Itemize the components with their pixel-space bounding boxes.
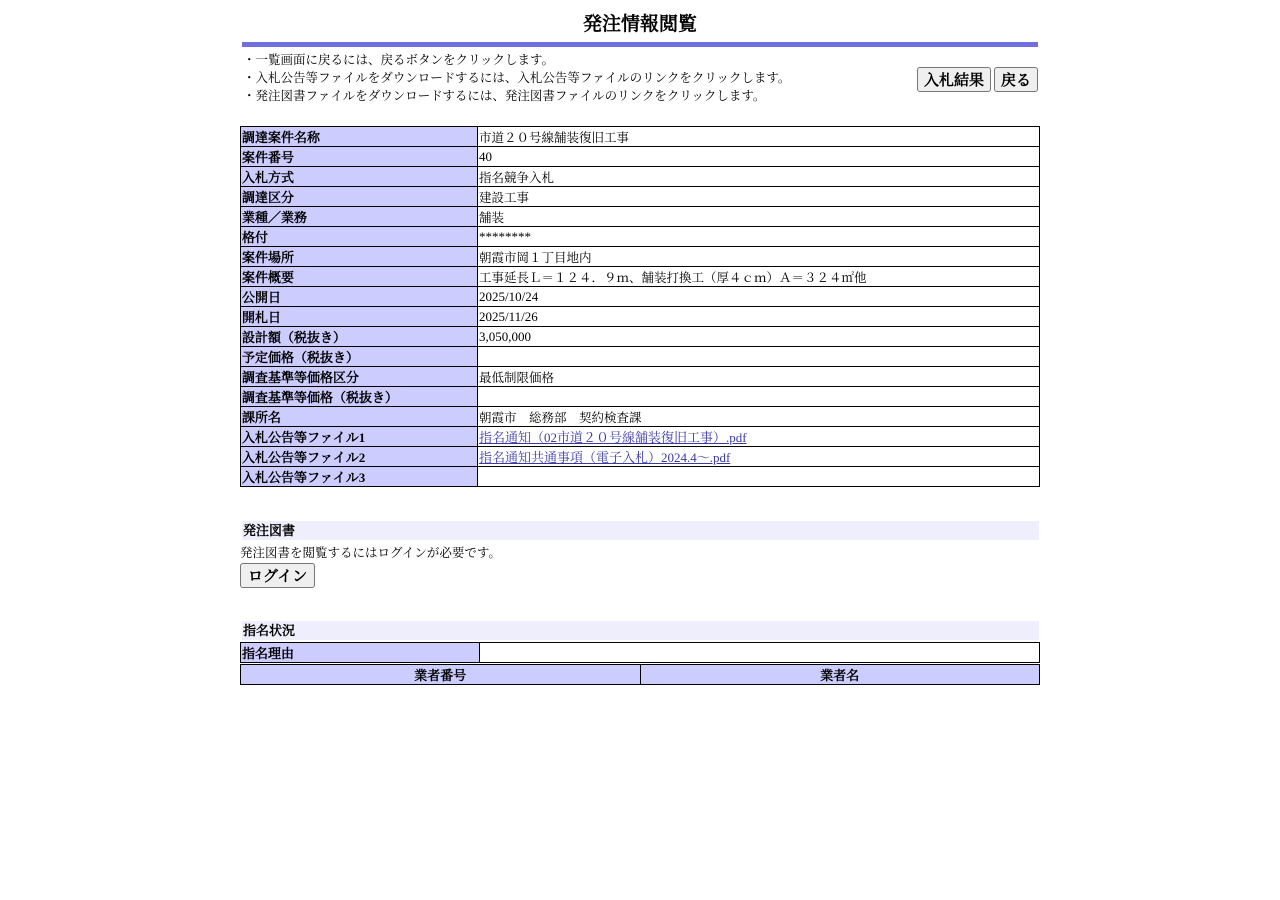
row-value: ********	[478, 227, 1040, 247]
column-header-vendor-name: 業者名	[640, 665, 1040, 685]
row-label: 課所名	[241, 407, 478, 427]
row-label: 業種／業務	[241, 207, 478, 227]
row-label: 入札公告等ファイル2	[241, 447, 478, 467]
row-label: 入札公告等ファイル3	[241, 467, 478, 487]
row-value: 40	[478, 147, 1040, 167]
table-row	[241, 307, 1040, 327]
row-value: 市道２０号線舗装復旧工事	[478, 127, 1040, 147]
login-required-message: 発注図書を閲覧するにはログインが必要です。	[240, 545, 501, 560]
documents-heading: 発注図書	[242, 521, 1039, 540]
bid-result-button[interactable]: 入札結果	[917, 67, 991, 92]
column-header-vendor-number: 業者番号	[241, 665, 641, 685]
row-label: 調達案件名称	[241, 127, 478, 147]
table-header-row	[241, 665, 1040, 685]
row-label: 公開日	[241, 287, 478, 307]
instruction-item: ・発注図書ファイルをダウンロードするには、発注図書ファイルのリンクをクリックします。	[243, 88, 766, 103]
row-value: 指名競争入札	[478, 167, 1040, 187]
table-row	[241, 287, 1040, 307]
row-value: 工事延長Ｌ＝１２４．９ｍ、舗装打換工（厚４ｃｍ）Ａ＝３２４㎡他	[478, 267, 1040, 287]
nomination-reason-label: 指名理由	[241, 643, 480, 663]
row-value: 建設工事	[478, 187, 1040, 207]
row-label: 調査基準等価格区分	[241, 367, 478, 387]
row-label: 案件概要	[241, 267, 478, 287]
table-row	[241, 127, 1040, 147]
nominated-vendors-table	[240, 664, 1040, 685]
instruction-item: ・入札公告等ファイルをダウンロードするには、入札公告等ファイルのリンクをクリックします。	[243, 70, 791, 85]
row-label: 開札日	[241, 307, 478, 327]
row-value: 3,050,000	[478, 327, 1040, 347]
row-label: 調査基準等価格（税抜き）	[241, 387, 478, 407]
table-row	[241, 367, 1040, 387]
row-label: 案件場所	[241, 247, 478, 267]
row-label: 格付	[241, 227, 478, 247]
row-value	[478, 447, 1040, 467]
table-row	[241, 643, 1040, 663]
row-value	[478, 427, 1040, 447]
row-value	[478, 387, 1040, 407]
row-label: 調達区分	[241, 187, 478, 207]
table-row	[241, 387, 1040, 407]
row-label: 設計額（税抜き）	[241, 327, 478, 347]
login-button[interactable]: ログイン	[240, 563, 315, 588]
row-value: 朝霞市岡１丁目地内	[478, 247, 1040, 267]
table-row	[241, 247, 1040, 267]
file-download-link[interactable]: 指名通知（02市道２０号線舗装復旧工事）.pdf	[479, 430, 747, 445]
row-value: 2025/11/26	[478, 307, 1040, 327]
table-row	[241, 467, 1040, 487]
row-value	[478, 467, 1040, 487]
row-label: 予定価格（税抜き）	[241, 347, 478, 367]
table-row	[241, 407, 1040, 427]
row-label: 入札公告等ファイル1	[241, 427, 478, 447]
row-value: 最低制限価格	[478, 367, 1040, 387]
row-value: 朝霞市 総務部 契約検査課	[478, 407, 1040, 427]
page-title: 発注情報閲覧	[582, 13, 697, 35]
table-row	[241, 267, 1040, 287]
row-value	[478, 347, 1040, 367]
row-value: 2025/10/24	[478, 287, 1040, 307]
table-row	[241, 147, 1040, 167]
row-value: 舗装	[478, 207, 1040, 227]
page-container	[240, 0, 1040, 685]
table-row	[241, 427, 1040, 447]
action-buttons	[914, 67, 1038, 92]
table-row	[241, 227, 1040, 247]
table-row	[241, 187, 1040, 207]
table-row	[241, 207, 1040, 227]
row-label: 入札方式	[241, 167, 478, 187]
table-row	[241, 447, 1040, 467]
nomination-reason-value	[480, 643, 1040, 663]
case-info-table	[240, 126, 1040, 487]
row-label: 案件番号	[241, 147, 478, 167]
instructions	[240, 47, 1040, 119]
nomination-reason-table	[240, 642, 1040, 663]
table-row	[241, 167, 1040, 187]
instruction-item: ・一覧画面に戻るには、戻るボタンをクリックします。	[243, 52, 555, 67]
file-download-link[interactable]: 指名通知共通事項（電子入札）2024.4～.pdf	[479, 450, 731, 465]
table-row	[241, 347, 1040, 367]
nomination-heading: 指名状況	[242, 621, 1039, 640]
back-button[interactable]: 戻る	[994, 67, 1038, 92]
table-row	[241, 327, 1040, 347]
